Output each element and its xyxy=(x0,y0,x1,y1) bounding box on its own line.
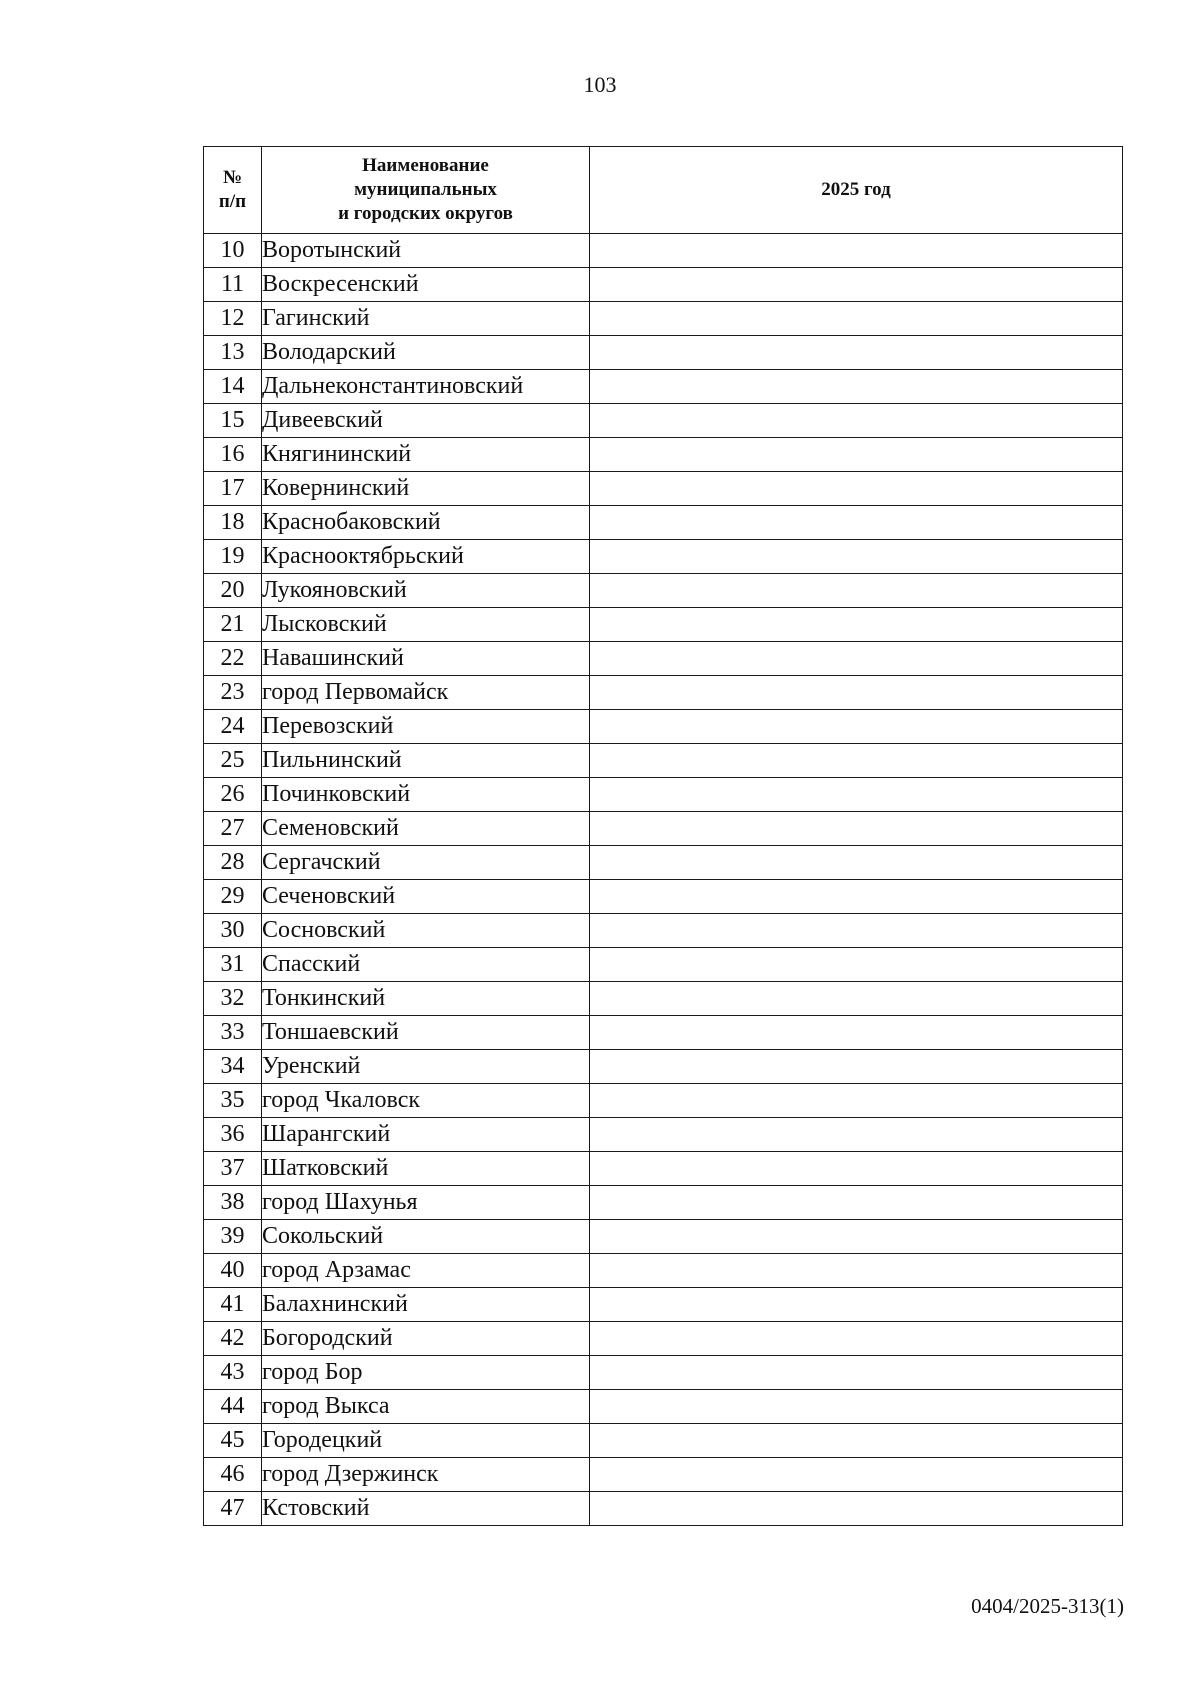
row-value-2025 xyxy=(590,268,1123,302)
row-value-2025 xyxy=(590,1458,1123,1492)
row-value-2025 xyxy=(590,676,1123,710)
row-name: Сосновский xyxy=(262,914,590,948)
row-name: Дивеевский xyxy=(262,404,590,438)
row-value-2025 xyxy=(590,914,1123,948)
row-name: Перевозский xyxy=(262,710,590,744)
row-name: Гагинский xyxy=(262,302,590,336)
row-number: 41 xyxy=(204,1288,262,1322)
row-number: 22 xyxy=(204,642,262,676)
row-value-2025 xyxy=(590,812,1123,846)
row-number: 38 xyxy=(204,1186,262,1220)
row-name: Краснобаковский xyxy=(262,506,590,540)
row-name: город Дзержинск xyxy=(262,1458,590,1492)
row-name: Лысковский xyxy=(262,608,590,642)
row-name: Тонкинский xyxy=(262,982,590,1016)
row-value-2025 xyxy=(590,404,1123,438)
row-name: Сеченовский xyxy=(262,880,590,914)
table-row xyxy=(204,1254,1123,1288)
table-row xyxy=(204,1356,1123,1390)
row-number: 24 xyxy=(204,710,262,744)
row-value-2025 xyxy=(590,1016,1123,1050)
table-row xyxy=(204,438,1123,472)
row-value-2025 xyxy=(590,302,1123,336)
table-row xyxy=(204,506,1123,540)
table-row xyxy=(204,234,1123,268)
row-name: Володарский xyxy=(262,336,590,370)
row-number: 30 xyxy=(204,914,262,948)
page-number: 103 xyxy=(583,72,617,97)
header-year: 2025 год xyxy=(590,147,1123,234)
row-number: 11 xyxy=(204,268,262,302)
row-value-2025 xyxy=(590,642,1123,676)
row-name: Шарангский xyxy=(262,1118,590,1152)
table-row xyxy=(204,472,1123,506)
row-value-2025 xyxy=(590,744,1123,778)
table-header xyxy=(204,147,1123,234)
table-row xyxy=(204,336,1123,370)
table-row xyxy=(204,914,1123,948)
table-row xyxy=(204,676,1123,710)
table-row xyxy=(204,1050,1123,1084)
table-row xyxy=(204,1186,1123,1220)
row-name: Кстовский xyxy=(262,1492,590,1526)
table-row xyxy=(204,1390,1123,1424)
row-number: 32 xyxy=(204,982,262,1016)
row-value-2025 xyxy=(590,1084,1123,1118)
table-row xyxy=(204,370,1123,404)
table-row xyxy=(204,778,1123,812)
row-name: Семеновский xyxy=(262,812,590,846)
row-value-2025 xyxy=(590,1220,1123,1254)
table-row xyxy=(204,608,1123,642)
row-name: Княгининский xyxy=(262,438,590,472)
row-value-2025 xyxy=(590,948,1123,982)
row-number: 13 xyxy=(204,336,262,370)
row-value-2025 xyxy=(590,1356,1123,1390)
row-name: Лукояновский xyxy=(262,574,590,608)
row-number: 12 xyxy=(204,302,262,336)
row-number: 28 xyxy=(204,846,262,880)
row-value-2025 xyxy=(590,438,1123,472)
row-value-2025 xyxy=(590,778,1123,812)
header-name: Наименование муниципальных и городских округов xyxy=(262,147,590,234)
row-name: Шатковский xyxy=(262,1152,590,1186)
row-number: 14 xyxy=(204,370,262,404)
row-name: Сергачский xyxy=(262,846,590,880)
row-number: 42 xyxy=(204,1322,262,1356)
table-row xyxy=(204,982,1123,1016)
row-number: 29 xyxy=(204,880,262,914)
row-number: 10 xyxy=(204,234,262,268)
row-name: город Первомайск xyxy=(262,676,590,710)
row-name: город Шахунья xyxy=(262,1186,590,1220)
row-value-2025 xyxy=(590,1322,1123,1356)
row-number: 16 xyxy=(204,438,262,472)
row-name: Навашинский xyxy=(262,642,590,676)
table-row xyxy=(204,1016,1123,1050)
table-row xyxy=(204,302,1123,336)
row-name: Городецкий xyxy=(262,1424,590,1458)
table-row xyxy=(204,404,1123,438)
table-row xyxy=(204,948,1123,982)
row-value-2025 xyxy=(590,1152,1123,1186)
table-row xyxy=(204,744,1123,778)
table-row xyxy=(204,1084,1123,1118)
row-name: Спасский xyxy=(262,948,590,982)
row-value-2025 xyxy=(590,370,1123,404)
row-value-2025 xyxy=(590,1288,1123,1322)
row-value-2025 xyxy=(590,982,1123,1016)
row-number: 34 xyxy=(204,1050,262,1084)
row-name: Тоншаевский xyxy=(262,1016,590,1050)
row-number: 35 xyxy=(204,1084,262,1118)
row-number: 20 xyxy=(204,574,262,608)
row-name: город Чкаловск xyxy=(262,1084,590,1118)
table-row xyxy=(204,710,1123,744)
table-row xyxy=(204,1118,1123,1152)
row-value-2025 xyxy=(590,1118,1123,1152)
table-body xyxy=(204,234,1123,1526)
row-number: 40 xyxy=(204,1254,262,1288)
row-name: Починковский xyxy=(262,778,590,812)
row-value-2025 xyxy=(590,336,1123,370)
row-name: Ковернинский xyxy=(262,472,590,506)
row-number: 46 xyxy=(204,1458,262,1492)
table-row xyxy=(204,1424,1123,1458)
table-row xyxy=(204,574,1123,608)
table-row xyxy=(204,1322,1123,1356)
row-value-2025 xyxy=(590,710,1123,744)
row-value-2025 xyxy=(590,540,1123,574)
header-row xyxy=(204,147,1123,234)
row-value-2025 xyxy=(590,1492,1123,1526)
row-value-2025 xyxy=(590,506,1123,540)
row-value-2025 xyxy=(590,1254,1123,1288)
row-name: Балахнинский xyxy=(262,1288,590,1322)
row-name: Воротынский xyxy=(262,234,590,268)
row-number: 25 xyxy=(204,744,262,778)
row-value-2025 xyxy=(590,1424,1123,1458)
row-value-2025 xyxy=(590,472,1123,506)
table-row xyxy=(204,1492,1123,1526)
row-number: 19 xyxy=(204,540,262,574)
row-name: город Арзамас xyxy=(262,1254,590,1288)
row-value-2025 xyxy=(590,608,1123,642)
row-value-2025 xyxy=(590,234,1123,268)
row-number: 17 xyxy=(204,472,262,506)
row-number: 26 xyxy=(204,778,262,812)
table-row xyxy=(204,540,1123,574)
table-row xyxy=(204,1220,1123,1254)
row-name: Уренский xyxy=(262,1050,590,1084)
row-number: 44 xyxy=(204,1390,262,1424)
row-number: 31 xyxy=(204,948,262,982)
row-name: Воскресенский xyxy=(262,268,590,302)
row-name: Богородский xyxy=(262,1322,590,1356)
row-name: Дальнеконстантиновский xyxy=(262,370,590,404)
row-value-2025 xyxy=(590,880,1123,914)
table-row xyxy=(204,1152,1123,1186)
row-number: 43 xyxy=(204,1356,262,1390)
table-row xyxy=(204,880,1123,914)
row-number: 15 xyxy=(204,404,262,438)
document-code: 0404/2025-313(1) xyxy=(971,1594,1124,1618)
row-name: Сокольский xyxy=(262,1220,590,1254)
table-row xyxy=(204,268,1123,302)
row-number: 37 xyxy=(204,1152,262,1186)
header-number: № п/п xyxy=(204,147,262,234)
row-number: 18 xyxy=(204,506,262,540)
table-row xyxy=(204,1288,1123,1322)
row-name: Пильнинский xyxy=(262,744,590,778)
row-number: 23 xyxy=(204,676,262,710)
row-name: город Бор xyxy=(262,1356,590,1390)
row-value-2025 xyxy=(590,846,1123,880)
row-number: 21 xyxy=(204,608,262,642)
row-value-2025 xyxy=(590,1186,1123,1220)
row-number: 33 xyxy=(204,1016,262,1050)
row-number: 27 xyxy=(204,812,262,846)
row-value-2025 xyxy=(590,1050,1123,1084)
row-number: 45 xyxy=(204,1424,262,1458)
row-value-2025 xyxy=(590,1390,1123,1424)
table-row xyxy=(204,846,1123,880)
row-name: город Выкса xyxy=(262,1390,590,1424)
municipal-table xyxy=(203,146,1123,1526)
table-row xyxy=(204,812,1123,846)
table-row xyxy=(204,642,1123,676)
row-value-2025 xyxy=(590,574,1123,608)
row-number: 39 xyxy=(204,1220,262,1254)
table-row xyxy=(204,1458,1123,1492)
row-number: 36 xyxy=(204,1118,262,1152)
row-name: Краснооктябрьский xyxy=(262,540,590,574)
row-number: 47 xyxy=(204,1492,262,1526)
